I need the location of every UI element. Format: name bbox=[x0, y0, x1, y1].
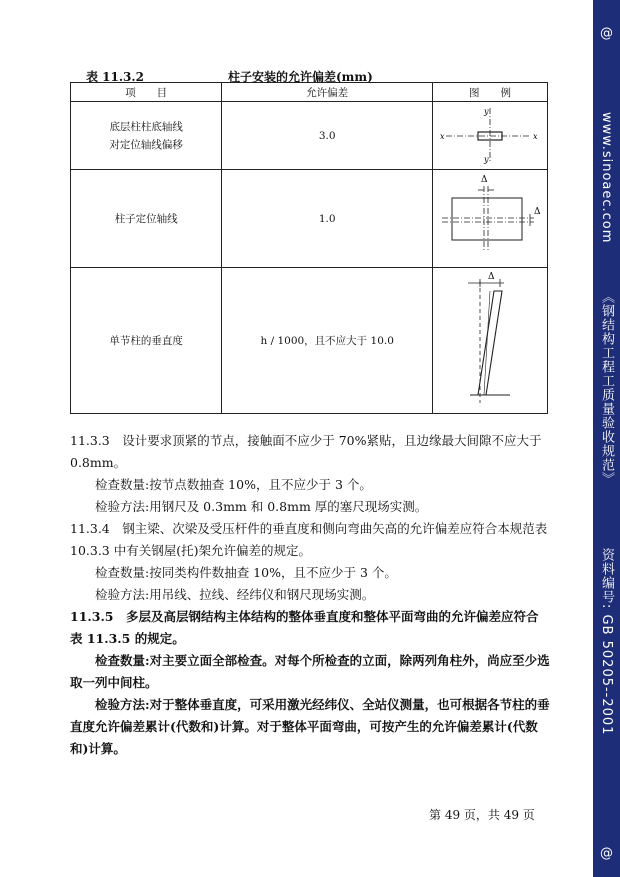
table-row bbox=[71, 170, 548, 268]
row-diagram bbox=[433, 102, 548, 170]
at-icon: @ bbox=[600, 26, 613, 41]
delta-label: Δ bbox=[534, 207, 541, 217]
document-number: 资料编号: GB 50205--2001 bbox=[599, 548, 614, 736]
header-diagram: 图 例 bbox=[433, 83, 548, 102]
website-link[interactable]: www.sinoaec.com bbox=[599, 112, 614, 244]
axis-label-y: y bbox=[484, 155, 489, 164]
axis-label-x: x bbox=[533, 132, 538, 141]
table-title: 柱子安装的允许偏差(mm) bbox=[228, 70, 373, 84]
tolerance-table bbox=[70, 82, 548, 414]
header-tolerance: 允许偏差 bbox=[222, 83, 433, 102]
axis-label-y: y bbox=[484, 107, 489, 116]
row-tolerance: h / 1000，且不应大于 10.0 bbox=[222, 268, 433, 414]
row-item bbox=[71, 170, 222, 268]
paragraph: 检验方法:对于整体垂直度，可采用激光经纬仪、全站仪测量，也可根据各节柱的垂直度允许偏差累计(代数和)计算。对于整体平面弯曲，可按产生的允许偏差累计(代数和)计算。 bbox=[70, 697, 550, 756]
row-tolerance: 3.0 bbox=[222, 102, 433, 170]
row-diagram bbox=[433, 170, 548, 268]
column-verticality-diagram bbox=[434, 269, 546, 409]
row-item-line: 底层柱柱底轴线 bbox=[109, 120, 183, 133]
row-tolerance: 1.0 bbox=[222, 170, 433, 268]
table-number: 表 11.3.2 bbox=[86, 70, 144, 84]
row-diagram bbox=[433, 268, 548, 414]
column-base-offset-diagram bbox=[434, 102, 546, 166]
paragraph-11-3-3: 11.3.3 设计要求顶紧的节点，接触面不应少于 70%紧贴，且边缘最大间隙不应大于 0.8mm。 bbox=[70, 433, 542, 470]
paragraph: 检查数量:按同类构件数抽查 10%，且不应少于 3 个。 bbox=[95, 565, 397, 580]
delta-label: Δ bbox=[488, 272, 495, 282]
row-item: 单节柱的垂直度 bbox=[71, 268, 222, 414]
row-item-line: 对定位轴线偏移 bbox=[109, 138, 183, 151]
page-number-footer: 第 49 页，共 49 页 bbox=[429, 808, 535, 822]
paragraph-11-3-4: 11.3.4 钢主梁、次梁及受压杆件的垂直度和侧向弯曲矢高的允许偏差应符合本规范表 10.3.3 中有关钢屋(托)架允许偏差的规定。 bbox=[70, 521, 548, 558]
delta-label: Δ bbox=[481, 175, 488, 185]
table-row bbox=[71, 102, 548, 170]
sidebar-banner bbox=[593, 0, 620, 877]
paragraph: 检查数量:按节点数抽查 10%，且不应少于 3 个。 bbox=[95, 477, 372, 492]
axis-label-x: x bbox=[440, 132, 445, 141]
paragraph: 检验方法:用吊线、拉线、经纬仪和钢尺现场实测。 bbox=[95, 587, 375, 602]
row-item-line: 柱子定位轴线 bbox=[114, 212, 178, 225]
row-item bbox=[71, 102, 222, 170]
header-item: 项 目 bbox=[71, 83, 222, 102]
at-icon: @ bbox=[600, 846, 613, 861]
table-header-row bbox=[71, 83, 548, 102]
book-title: 《钢结构工程工质量验收规范》 bbox=[599, 290, 614, 486]
body-text bbox=[70, 430, 550, 760]
paragraph: 检验方法:用钢尺及 0.3mm 和 0.8mm 厚的塞尺现场实测。 bbox=[95, 499, 428, 514]
table-row bbox=[71, 268, 548, 414]
paragraph-11-3-5: 11.3.5 多层及高层钢结构主体结构的整体垂直度和整体平面弯曲的允许偏差应符合表 11.3.5 的规定。 bbox=[70, 609, 539, 646]
paragraph: 检查数量:对主要立面全部检查。对每个所检查的立面，除两列角柱外，尚应至少选取一列中间柱。 bbox=[70, 653, 550, 690]
column-axis-diagram bbox=[434, 170, 546, 264]
